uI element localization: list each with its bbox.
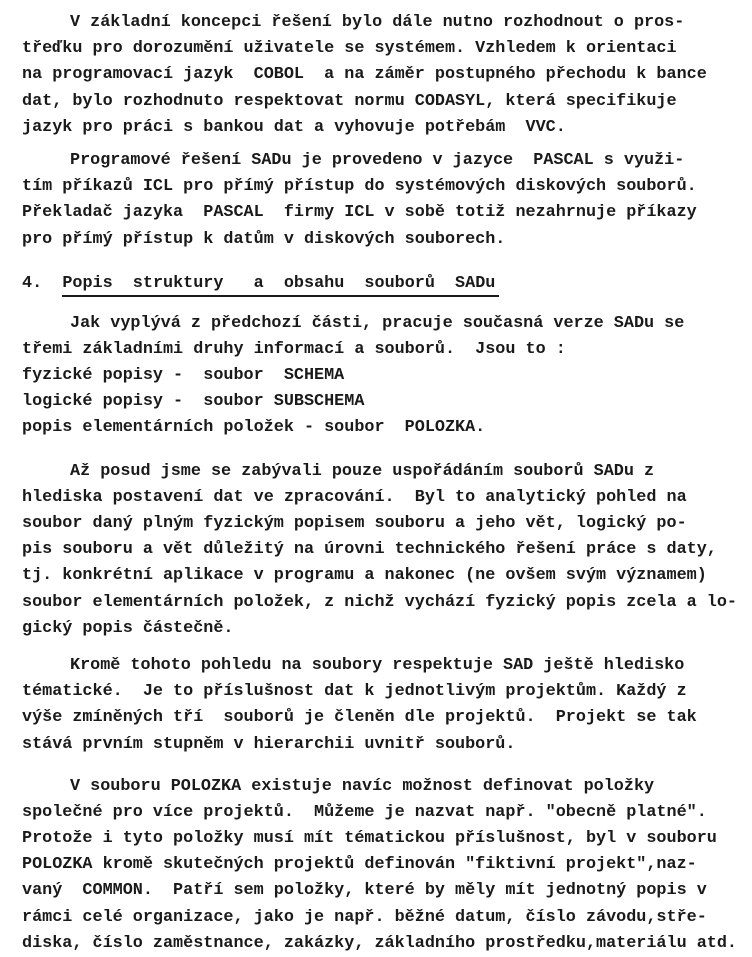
text-line: pro přímý přístup k datům v diskových souborech. (22, 229, 506, 249)
text-line: fyzické popisy - soubor SCHEMA (22, 366, 345, 386)
text-line: Programové řešení SADu je provedeno v jazyce PASCAL s využi- (70, 150, 685, 170)
text-line: hlediska postavení dat ve zpracování. Byl to analytický pohled na (22, 487, 687, 507)
paragraph (22, 774, 748, 957)
document-page (22, 10, 748, 957)
text-line: Až posud jsme se zabývali pouze uspořádáním souborů SADu z (70, 461, 655, 481)
paragraph (22, 653, 748, 758)
text-line: dat, bylo rozhodnuto respektovat normu CODASYL, která specifikuje (22, 91, 677, 111)
text-line: Kromě tohoto pohledu na soubory respektuje SAD ještě hledisko (70, 655, 685, 675)
heading-spacer (42, 274, 62, 293)
heading-title: Popis struktury a obsahu souborů SADu (62, 273, 499, 297)
text-line: Jak vyplývá z předchozí části, pracuje současná verze SADu se (70, 313, 685, 333)
text-line: tj. konkrétní aplikace v programu a nakonec (ne ovšem svým významem) (22, 566, 707, 586)
text-line: třeďku pro dorozumění uživatele se systémem. Vzhledem k orientaci (22, 39, 677, 59)
text-line: POLOZKA kromě skutečných projektů definován "fiktivní projekt",naz- (22, 855, 697, 875)
text-line: třemi základními druhy informací a souborů. Jsou to : (22, 339, 566, 359)
text-line: rámci celé organizace, jako je např. běžné datum, číslo závodu,stře- (22, 907, 707, 927)
section-intro (22, 10, 748, 253)
text-line: soubor daný plným fyzickým popisem souboru a jeho vět, logický po- (22, 514, 687, 533)
text-line: společné pro více projektů. Můžeme je nazvat např. "obecně platné". (22, 802, 707, 822)
text-line: jazyk pro práci s bankou dat a vyhovuje potřebám VVC. (22, 117, 566, 137)
text-line: diska, číslo zaměstnance, zakázky, základního prostředku,materiálu atd. (22, 933, 737, 953)
text-line: vaný COMMON. Patří sem položky, které by měly mít jednotný popis v (22, 881, 707, 901)
text-line: Překladač jazyka PASCAL firmy ICL v sobě totiž nezahrnuje příkazy (22, 203, 697, 223)
paragraph (22, 10, 748, 141)
text-line: tématické. Je to příslušnost dat k jednotlivým projektům. Každý z (22, 682, 687, 702)
text-line: stává prvním stupněm v hierarchii uvnitř souborů. (22, 734, 516, 754)
text-line: výše zmíněných tří souborů je členěn dle projektů. Projekt se tak (22, 708, 697, 728)
text-line: V základní koncepci řešení bylo dále nutno rozhodnout o pros- (70, 13, 685, 32)
paragraph (22, 148, 748, 253)
text-line: Protože i tyto položky musí mít tématickou příslušnost, byl v souboru (22, 829, 717, 849)
paragraph (22, 459, 748, 642)
text-line: tím příkazů ICL pro přímý přístup do systémových diskových souborů. (22, 177, 697, 197)
text-line: popis elementárních položek - soubor POLOZKA. (22, 418, 486, 438)
paragraph (22, 311, 748, 442)
section-4-body (22, 311, 748, 957)
text-line: gický popis částečně. (22, 618, 234, 638)
heading-number: 4. (22, 273, 43, 293)
text-line: logické popisy - soubor SUBSCHEMA (22, 392, 365, 412)
text-line: V souboru POLOZKA existuje navíc možnost definovat položky (70, 776, 655, 796)
text-line: pis souboru a vět důležitý na úrovni technického řešení práce s daty, (22, 540, 717, 560)
text-line: na programovací jazyk COBOL a na záměr postupného přechodu k bance (22, 65, 707, 85)
text-line: soubor elementárních položek, z nichž vychází fyzický popis zcela a lo- (22, 592, 737, 612)
section-heading (22, 271, 748, 297)
